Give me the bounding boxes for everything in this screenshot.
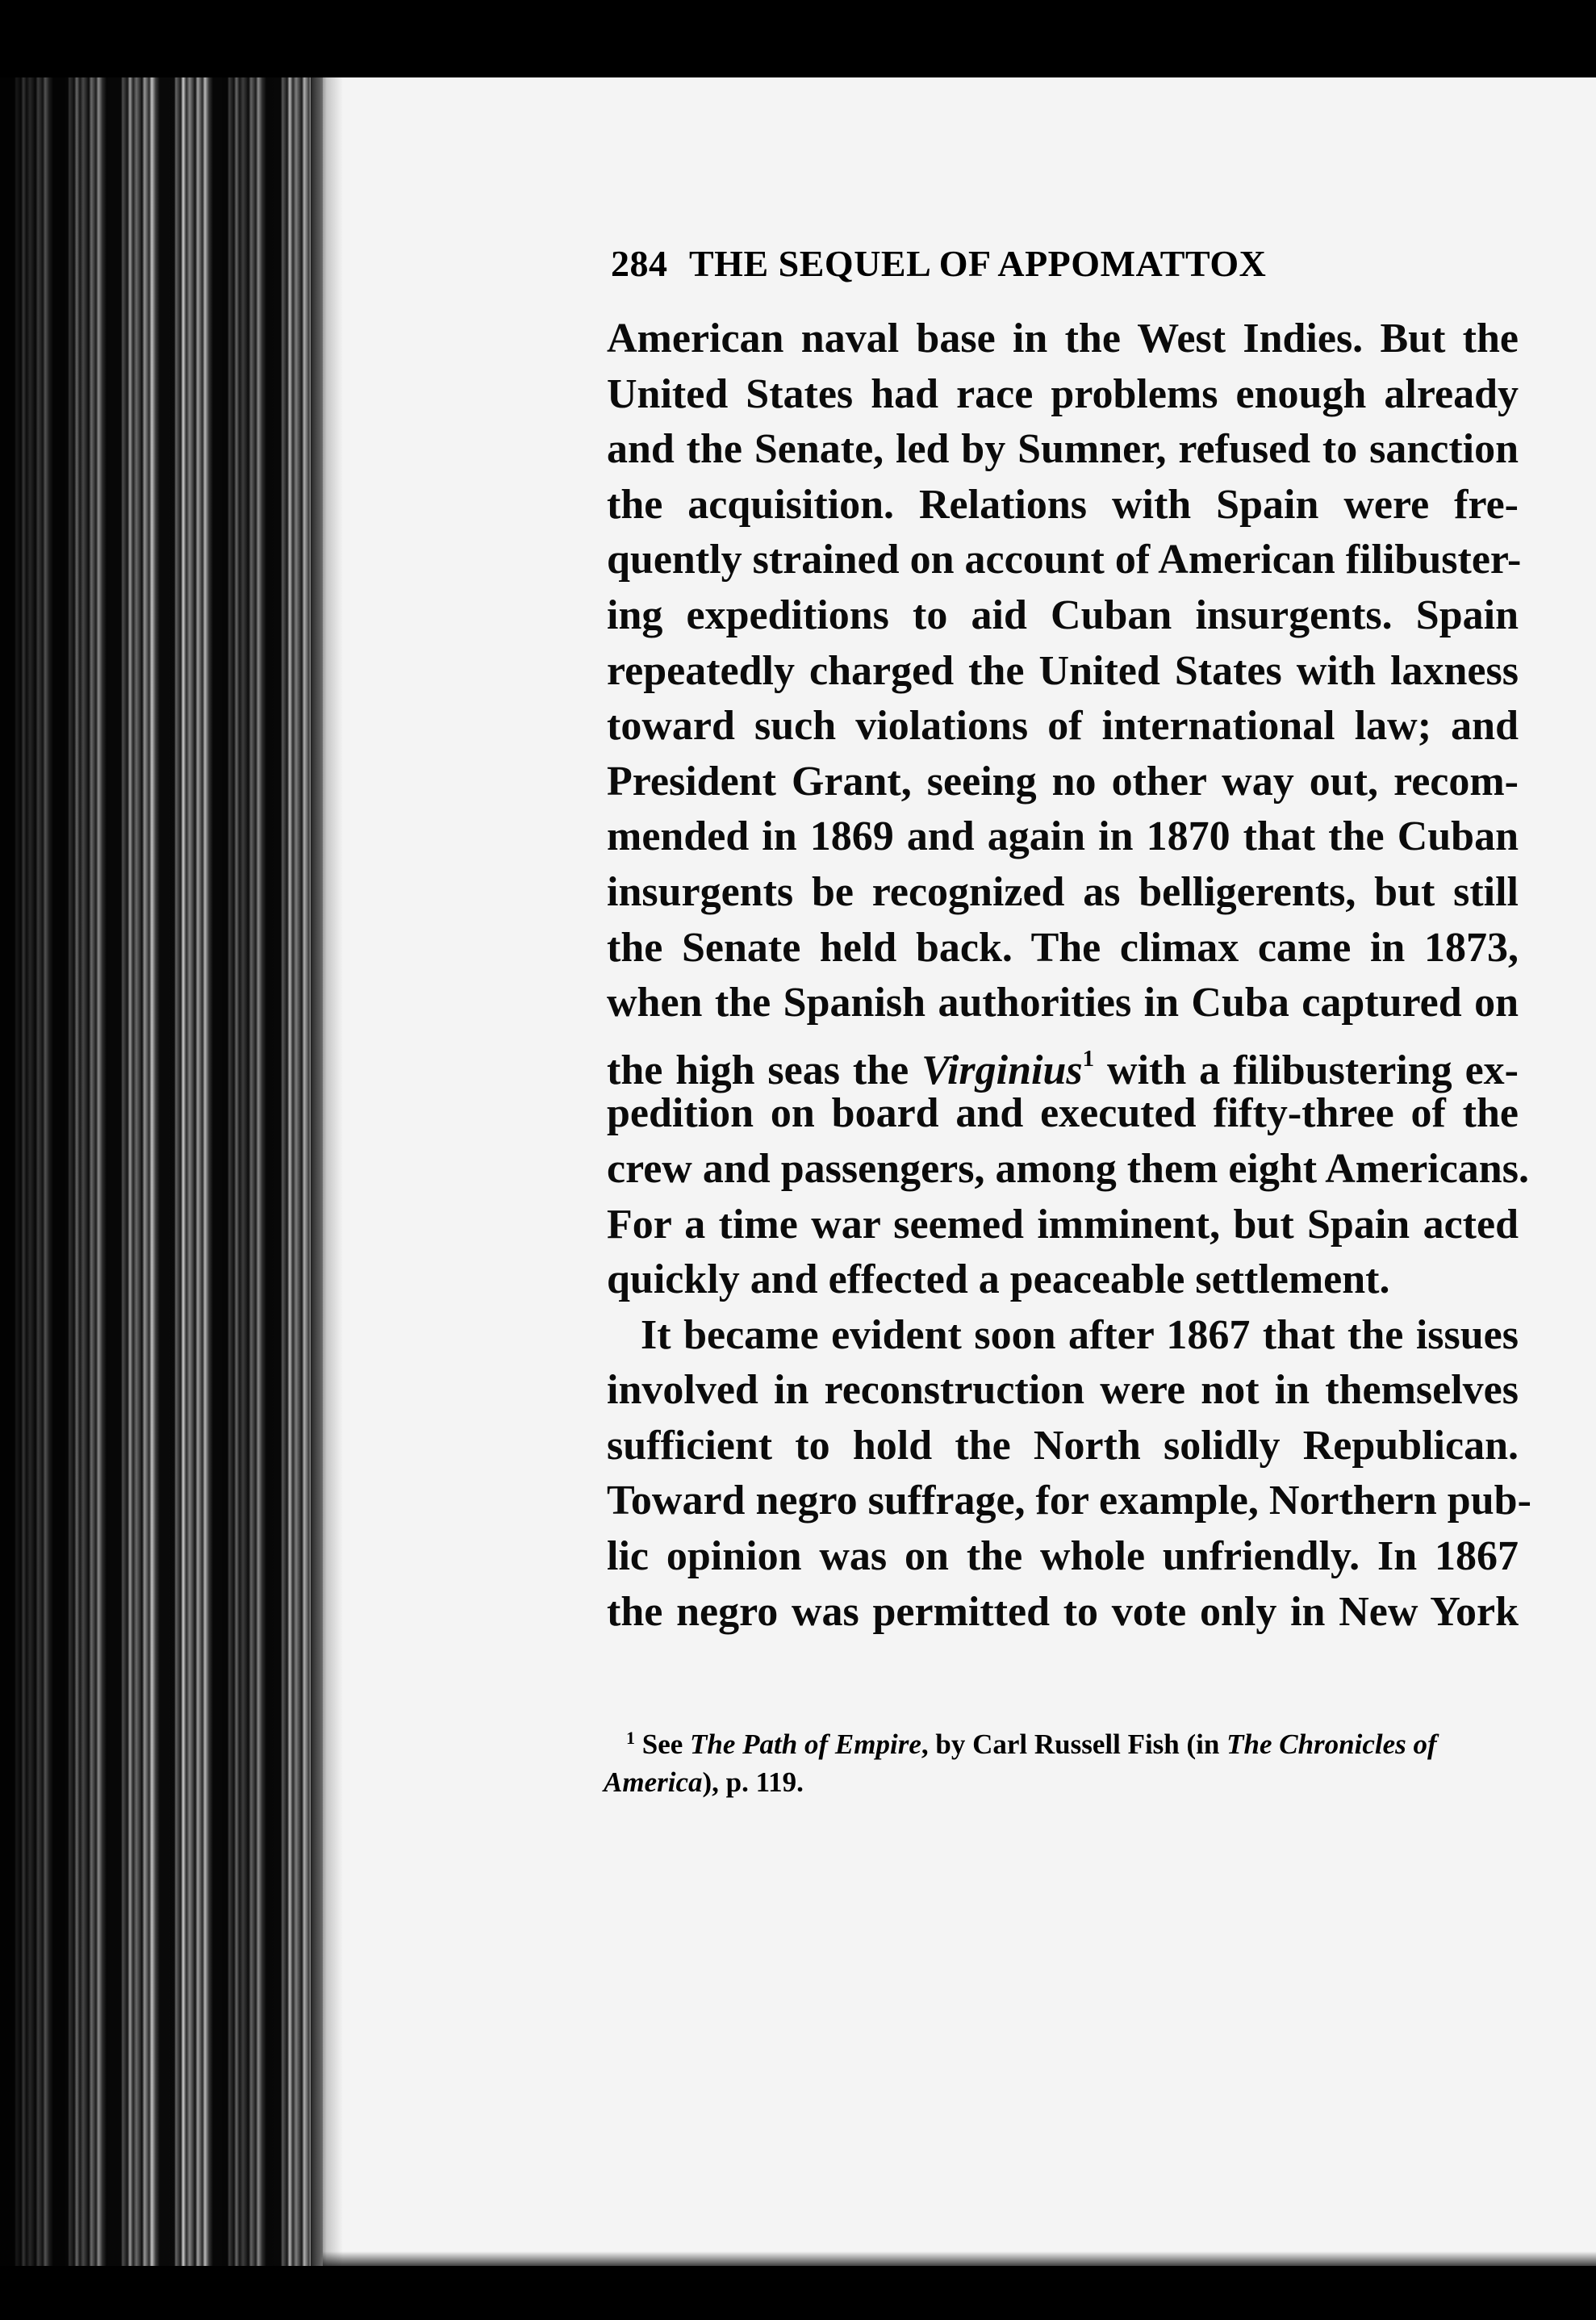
footnote-indent bbox=[604, 1729, 626, 1760]
paragraph-first-line: It became evident soon after 1867 that the issues bbox=[641, 1311, 1519, 1358]
text-line: quently strained on account of American filibuster- bbox=[607, 537, 1522, 583]
ship-name: Virginius bbox=[921, 1047, 1083, 1093]
scan-bottom-border bbox=[0, 2266, 1596, 2320]
text-line: involved in reconstruction were not in themselves bbox=[607, 1367, 1519, 1414]
book-title: The Path of Empire bbox=[690, 1729, 921, 1760]
text-line: the acquisition. Relations with Spain were fre- bbox=[607, 481, 1519, 528]
text-line: sufficient to hold the North solidly Republican. bbox=[607, 1422, 1519, 1469]
line-text: with a filibustering ex- bbox=[1094, 1047, 1519, 1093]
series-title-cont: America bbox=[604, 1766, 703, 1798]
footnote-marker: 1 bbox=[1082, 1045, 1095, 1072]
footnote-number: 1 bbox=[626, 1728, 635, 1748]
scan-top-border bbox=[0, 0, 1596, 77]
text-line: Toward negro suffrage, for example, Northern pub- bbox=[607, 1478, 1531, 1524]
text-line: American naval base in the West Indies. But the bbox=[607, 316, 1519, 362]
footnote-text: ), p. 119. bbox=[702, 1766, 804, 1798]
text-line: pedition on board and executed fifty-three of the bbox=[607, 1090, 1519, 1137]
text-line: ing expeditions to aid Cuban insurgents. Spain bbox=[607, 591, 1519, 638]
running-head bbox=[611, 242, 1418, 285]
gutter-shading bbox=[0, 77, 339, 2266]
footnote bbox=[604, 1719, 1514, 1801]
series-title: The Chronicles of bbox=[1226, 1729, 1437, 1760]
running-title: THE SEQUEL OF APPOMATTOX bbox=[689, 243, 1267, 284]
text-line: President Grant, seeing no other way out, recom- bbox=[607, 758, 1519, 805]
text-line: mended in 1869 and again in 1870 that the Cuban bbox=[607, 813, 1519, 860]
text-line: insurgents be recognized as belligerents, but still bbox=[607, 868, 1519, 915]
text-line-with-note bbox=[607, 1031, 1519, 1093]
text-line: the negro was permitted to vote only in New York bbox=[607, 1588, 1519, 1635]
text-line: United States had race problems enough already bbox=[607, 370, 1519, 417]
footnote-text: See bbox=[635, 1729, 691, 1760]
text-line: crew and passengers, among them eight Americans. bbox=[607, 1145, 1529, 1192]
body-text bbox=[607, 311, 1531, 1640]
page-edge-shadow bbox=[311, 77, 343, 2266]
text-line: the Senate held back. The climax came in 1873, bbox=[607, 924, 1519, 971]
text-line: and the Senate, led by Sumner, refused to sanction bbox=[607, 426, 1519, 473]
text-line: For a time war seemed imminent, but Spain acted bbox=[607, 1201, 1519, 1248]
line-text: the high seas the bbox=[607, 1047, 922, 1093]
text-line: quickly and effected a peaceable settlement. bbox=[607, 1256, 1390, 1303]
text-line: when the Spanish authorities in Cuba captured on bbox=[607, 980, 1519, 1026]
text-line: lic opinion was on the whole unfriendly. In 1867 bbox=[607, 1533, 1519, 1580]
text-line: repeatedly charged the United States with laxness bbox=[607, 647, 1519, 694]
footnote-text: , by Carl Russell Fish (in bbox=[921, 1729, 1227, 1760]
page-number: 284 bbox=[611, 243, 668, 284]
text-line: toward such violations of international law; and bbox=[607, 703, 1519, 750]
